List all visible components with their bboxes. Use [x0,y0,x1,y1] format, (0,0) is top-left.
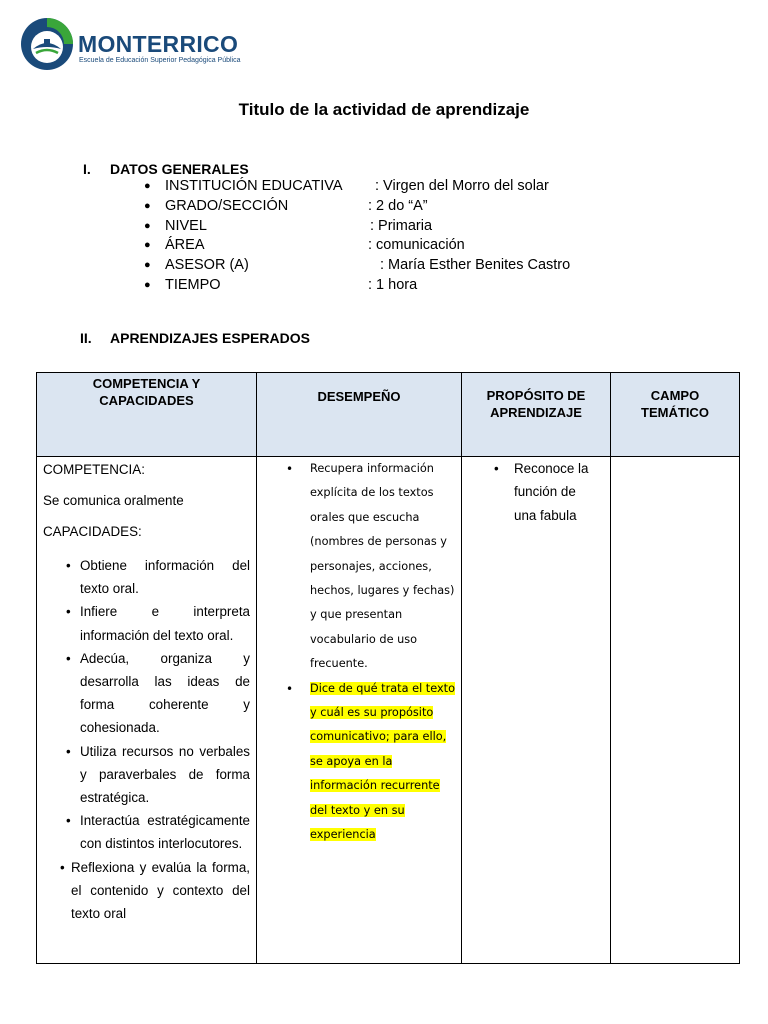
header-competencia: COMPETENCIA Y CAPACIDADES [37,373,257,457]
item-value: : Virgen del Morro del solar [375,178,549,194]
header-desempeno: DESEMPEÑO [257,373,462,457]
item-label: NIVEL [165,217,207,234]
page-title: Titulo de la actividad de aprendizaje [238,100,530,119]
school-logo [20,17,241,77]
list-item: • Obtiene información del texto oral. [43,554,250,600]
list-item: • Utiliza recursos no verbales y paraverbales de forma estratégica. [43,740,250,810]
header-campo: CAMPO TEMÁTICO [611,373,740,457]
cell-desempeno [257,457,462,964]
cell-competencia [37,457,257,964]
section-2-heading: APRENDIZAJES ESPERADOS [110,330,310,346]
item-label: INSTITUCIÓN EDUCATIVA [165,178,343,194]
school-subtitle: Escuela de Educación Superior Pedagógica Pública [79,57,241,64]
cell-proposito [462,457,611,964]
item-label: ASESOR (A) [165,257,249,274]
bullet-icon: ● [144,278,151,291]
item-label: TIEMPO [165,276,221,293]
list-item: • Infiere e interpreta información del texto oral. [43,600,250,646]
desempeno-list [257,457,455,848]
list-item: • Interactúa estratégicamente con distintos interlocutores. [43,809,250,855]
section-1-heading: DATOS GENERALES [110,161,249,177]
list-item: • Adecúa, organiza y desarrolla las ideas de forma coherente y cohesionada. [43,647,250,740]
cell-campo-tematico [611,457,740,964]
capacidades-list [43,554,250,925]
list-item: • Reflexiona y evalúa la forma, el contenido y contexto del texto oral [43,856,250,926]
item-value: : 1 hora [368,276,418,293]
item-value: : Primaria [370,217,433,234]
item-label: ÁREA [165,237,205,254]
capacidades-label: CAPACIDADES: [43,524,142,539]
item-value: : 2 do “A” [368,197,428,214]
list-item: • Recupera información explícita de los textos orales que escucha (nombres de personas y personajes, acciones, hechos, lugares y fechas) y que presentan vocabulario de uso frecuente. [257,457,455,677]
bullet-icon: ● [144,199,151,212]
header-proposito: PROPÓSITO DE APRENDIZAJE [462,373,611,457]
item-label: GRADO/SECCIÓN [165,197,289,214]
school-emblem-icon [20,17,74,71]
competencia-text: Se comunica oralmente [43,493,184,508]
section-2-number: II. [80,330,92,346]
item-value: : María Esther Benites Castro [380,257,571,274]
list-item: • Reconoce la función de una fabula [462,457,610,527]
competencia-label: COMPETENCIA: [43,462,145,477]
table-row [37,457,740,964]
list-item [257,677,455,848]
proposito-list [462,457,610,527]
section-1-number: I. [83,161,91,177]
learning-table [36,372,740,964]
bullet-icon: ● [144,239,151,252]
table-header-row [37,373,740,457]
bullet-icon: ● [144,180,151,192]
school-name: MONTERRICO [78,31,239,57]
bullet-icon: ● [144,219,151,232]
highlighted-text: Dice de qué trata el texto y cuál es su propósito comunicativo; para ello, se apoya en la información recurrente del texto y en su experiencia [310,681,456,842]
bullet-icon: ● [144,259,151,272]
item-value: : comunicación [368,237,465,254]
